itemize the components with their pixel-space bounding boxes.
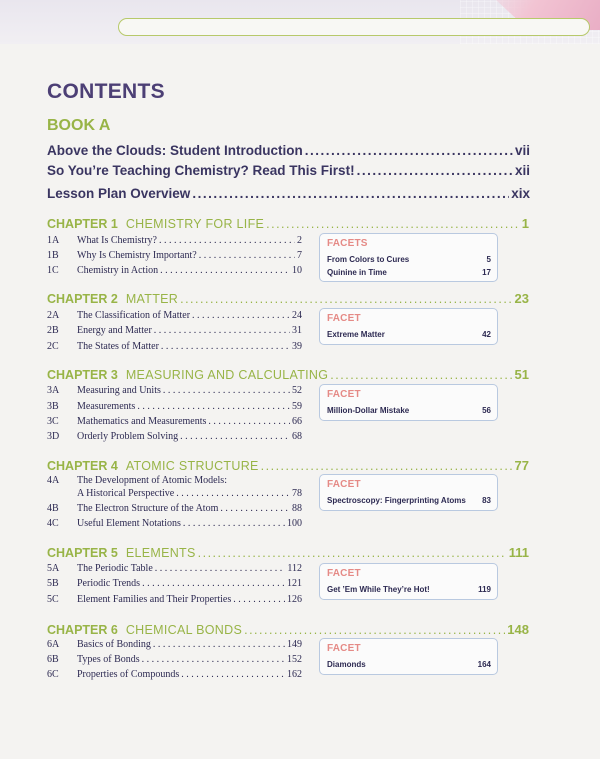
leader-dots: [244, 623, 505, 637]
intro-entry[interactable]: [47, 186, 530, 206]
section-title: Element Families and Their Properties: [77, 594, 232, 605]
section-code: 1A: [47, 235, 60, 246]
section-code: 4A: [47, 475, 60, 486]
section-code: 5B: [47, 578, 59, 589]
leader-dots: [142, 578, 285, 589]
section-code: 3D: [47, 431, 60, 442]
facet-label: FACET: [327, 568, 361, 579]
section-title: Properties of Compounds: [77, 669, 180, 680]
section-page: 78: [292, 488, 302, 499]
chapter-heading[interactable]: [47, 367, 529, 383]
facet-item[interactable]: [327, 494, 491, 507]
facet-title: Extreme Matter: [327, 330, 385, 339]
leader-dots: [142, 654, 285, 665]
leader-dots: [181, 669, 285, 680]
facet-page: 164: [477, 660, 491, 669]
chapter-number: CHAPTER 4: [47, 459, 118, 473]
chapter-page: 51: [514, 367, 529, 382]
facet-item[interactable]: [327, 404, 491, 417]
section-title: Measuring and Units: [77, 385, 161, 396]
section-code: 6A: [47, 639, 60, 650]
section-code: 3A: [47, 385, 60, 396]
section-code: 1C: [47, 265, 59, 276]
section-entry-continued[interactable]: [77, 488, 302, 502]
section-title: Periodic Trends: [77, 578, 141, 589]
facet-box: [319, 474, 498, 511]
section-code: 4C: [47, 518, 59, 529]
leader-dots: [261, 459, 513, 473]
facet-item[interactable]: [327, 328, 491, 341]
chapter-heading[interactable]: [47, 545, 529, 561]
section-page: 112: [287, 563, 302, 574]
section-page: 121: [287, 578, 302, 589]
section-title: Chemistry in Action: [77, 265, 159, 276]
section-entry[interactable]: [47, 654, 302, 668]
page-title: CONTENTS: [47, 80, 165, 103]
section-title: The Classification of Matter: [77, 310, 191, 321]
facet-page: 5: [486, 255, 491, 264]
chapter-page: 23: [514, 291, 529, 306]
leader-dots: [330, 368, 512, 382]
section-entry[interactable]: [47, 431, 302, 445]
book-title: BOOK A: [47, 117, 111, 134]
facet-box: [319, 638, 498, 675]
leader-dots: [183, 518, 285, 529]
section-page: 59: [292, 401, 302, 412]
section-title: Energy and Matter: [77, 325, 152, 336]
intro-page: xix: [511, 186, 530, 201]
leader-dots: [266, 217, 520, 231]
section-page: 152: [287, 654, 302, 665]
leader-dots: [176, 488, 290, 499]
leader-dots: [180, 292, 512, 306]
chapter-name: MEASURING AND CALCULATING: [125, 368, 329, 382]
leader-dots: [198, 546, 507, 560]
leader-dots: [208, 416, 290, 427]
section-code: 2A: [47, 310, 60, 321]
facet-page: 17: [482, 268, 491, 277]
intro-title: Above the Clouds: Student Introduction: [47, 143, 303, 158]
section-page: 88: [292, 503, 302, 514]
chapter-page: 77: [514, 458, 529, 473]
section-title: The States of Matter: [77, 341, 159, 352]
section-entry[interactable]: [47, 325, 302, 339]
leader-dots: [192, 186, 509, 201]
leader-dots: [180, 431, 290, 442]
leader-dots: [153, 639, 285, 650]
section-title: Useful Element Notations: [77, 518, 181, 529]
section-title: What Is Chemistry?: [77, 235, 157, 246]
section-page: 126: [287, 594, 302, 605]
section-entry[interactable]: [47, 341, 302, 355]
leader-dots: [199, 250, 295, 261]
section-entry[interactable]: [47, 235, 302, 249]
chapter-page: 111: [508, 545, 529, 560]
chapter-name: CHEMISTRY FOR LIFE: [125, 217, 265, 231]
intro-entry[interactable]: [47, 143, 530, 163]
chapter-number: CHAPTER 6: [47, 623, 118, 637]
facet-box: [319, 308, 498, 345]
leader-dots: [161, 341, 290, 352]
intro-title: So You’re Teaching Chemistry? Read This First!: [47, 163, 355, 178]
facet-page: 56: [482, 406, 491, 415]
facet-title: Get ’Em While They’re Hot!: [327, 585, 430, 594]
chapter-name: MATTER: [125, 292, 179, 306]
banner-pill: [118, 18, 590, 36]
chapter-number: CHAPTER 5: [47, 546, 118, 560]
section-entry[interactable]: [47, 475, 302, 489]
facet-item[interactable]: [327, 253, 491, 266]
facet-item[interactable]: [327, 583, 491, 596]
facet-title: Spectroscopy: Fingerprinting Atoms: [327, 496, 466, 505]
section-code: 3B: [47, 401, 59, 412]
section-page: 52: [292, 385, 302, 396]
facet-title: From Colors to Cures: [327, 255, 410, 264]
intro-entry[interactable]: [47, 163, 530, 183]
chapter-name: ATOMIC STRUCTURE: [125, 459, 259, 473]
chapter-page: 1: [521, 216, 529, 231]
chapter-page: 148: [507, 622, 529, 637]
intro-title: Lesson Plan Overview: [47, 186, 191, 201]
intro-page: xii: [514, 163, 530, 178]
section-entry[interactable]: [47, 416, 302, 430]
facet-title: Million-Dollar Mistake: [327, 406, 410, 415]
section-entry[interactable]: [47, 563, 302, 577]
section-entry[interactable]: [47, 401, 302, 415]
section-page: 162: [287, 669, 302, 680]
section-code: 5A: [47, 563, 60, 574]
leader-dots: [154, 325, 290, 336]
section-title: Orderly Problem Solving: [77, 431, 179, 442]
section-entry[interactable]: [47, 578, 302, 592]
section-page: 7: [297, 250, 302, 261]
section-title: Mathematics and Measurements: [77, 416, 207, 427]
section-entry[interactable]: [47, 385, 302, 399]
facet-title: Diamonds: [327, 660, 366, 669]
chapter-heading[interactable]: [47, 622, 529, 638]
facet-label: FACETS: [327, 238, 368, 249]
facet-label: FACET: [327, 313, 361, 324]
facet-page: 42: [482, 330, 491, 339]
section-entry[interactable]: [47, 518, 302, 532]
section-entry[interactable]: [47, 639, 302, 653]
section-code: 2B: [47, 325, 59, 336]
section-entry[interactable]: [47, 503, 302, 517]
chapter-heading[interactable]: [47, 458, 529, 474]
intro-page: vii: [514, 143, 530, 158]
leader-dots: [220, 503, 290, 514]
section-code: 5C: [47, 594, 59, 605]
section-entry[interactable]: [47, 250, 302, 264]
section-title: Why Is Chemistry Important?: [77, 250, 197, 261]
section-entry[interactable]: [47, 669, 302, 683]
section-page: 100: [287, 518, 302, 529]
leader-dots: [160, 265, 290, 276]
header-banner: [0, 0, 600, 44]
section-page: 10: [292, 265, 302, 276]
leader-dots: [163, 385, 290, 396]
facet-box: [319, 563, 498, 600]
facet-box: [319, 233, 498, 282]
chapter-name: ELEMENTS: [125, 546, 196, 560]
section-title: Basics of Bonding: [77, 639, 151, 650]
chapter-heading[interactable]: [47, 291, 529, 307]
chapter-heading[interactable]: [47, 216, 529, 232]
chapter-number: CHAPTER 2: [47, 292, 118, 306]
section-page: 24: [292, 310, 302, 321]
section-entry[interactable]: [47, 310, 302, 324]
section-page: 149: [287, 639, 302, 650]
facet-box: [319, 384, 498, 421]
section-code: 6C: [47, 669, 59, 680]
section-code: 6B: [47, 654, 59, 665]
section-page: 31: [292, 325, 302, 336]
section-title: The Electron Structure of the Atom: [77, 503, 219, 514]
facet-label: FACET: [327, 479, 361, 490]
leader-dots: [357, 163, 513, 178]
facet-title: Quinine in Time: [327, 268, 387, 277]
facet-label: FACET: [327, 643, 361, 654]
section-title: A Historical Perspective: [77, 488, 175, 499]
leader-dots: [233, 594, 285, 605]
section-page: 39: [292, 341, 302, 352]
section-code: 3C: [47, 416, 59, 427]
leader-dots: [305, 143, 513, 158]
section-title: The Development of Atomic Models:: [77, 475, 227, 486]
section-page: 66: [292, 416, 302, 427]
section-entry[interactable]: [47, 594, 302, 608]
section-entry[interactable]: [47, 265, 302, 279]
section-page: 2: [297, 235, 302, 246]
section-code: 2C: [47, 341, 59, 352]
facet-label: FACET: [327, 389, 361, 400]
leader-dots: [159, 235, 295, 246]
chapter-name: CHEMICAL BONDS: [125, 623, 243, 637]
section-title: Types of Bonds: [77, 654, 140, 665]
section-code: 4B: [47, 503, 59, 514]
facet-page: 119: [478, 585, 491, 594]
facet-item[interactable]: [327, 266, 491, 279]
section-code: 1B: [47, 250, 59, 261]
leader-dots: [155, 563, 286, 574]
leader-dots: [137, 401, 290, 412]
facet-page: 83: [482, 496, 491, 505]
section-page: 68: [292, 431, 302, 442]
section-title: Measurements: [77, 401, 136, 412]
chapter-number: CHAPTER 3: [47, 368, 118, 382]
facet-item[interactable]: [327, 658, 491, 671]
chapter-number: CHAPTER 1: [47, 217, 118, 231]
section-title: The Periodic Table: [77, 563, 153, 574]
leader-dots: [192, 310, 290, 321]
